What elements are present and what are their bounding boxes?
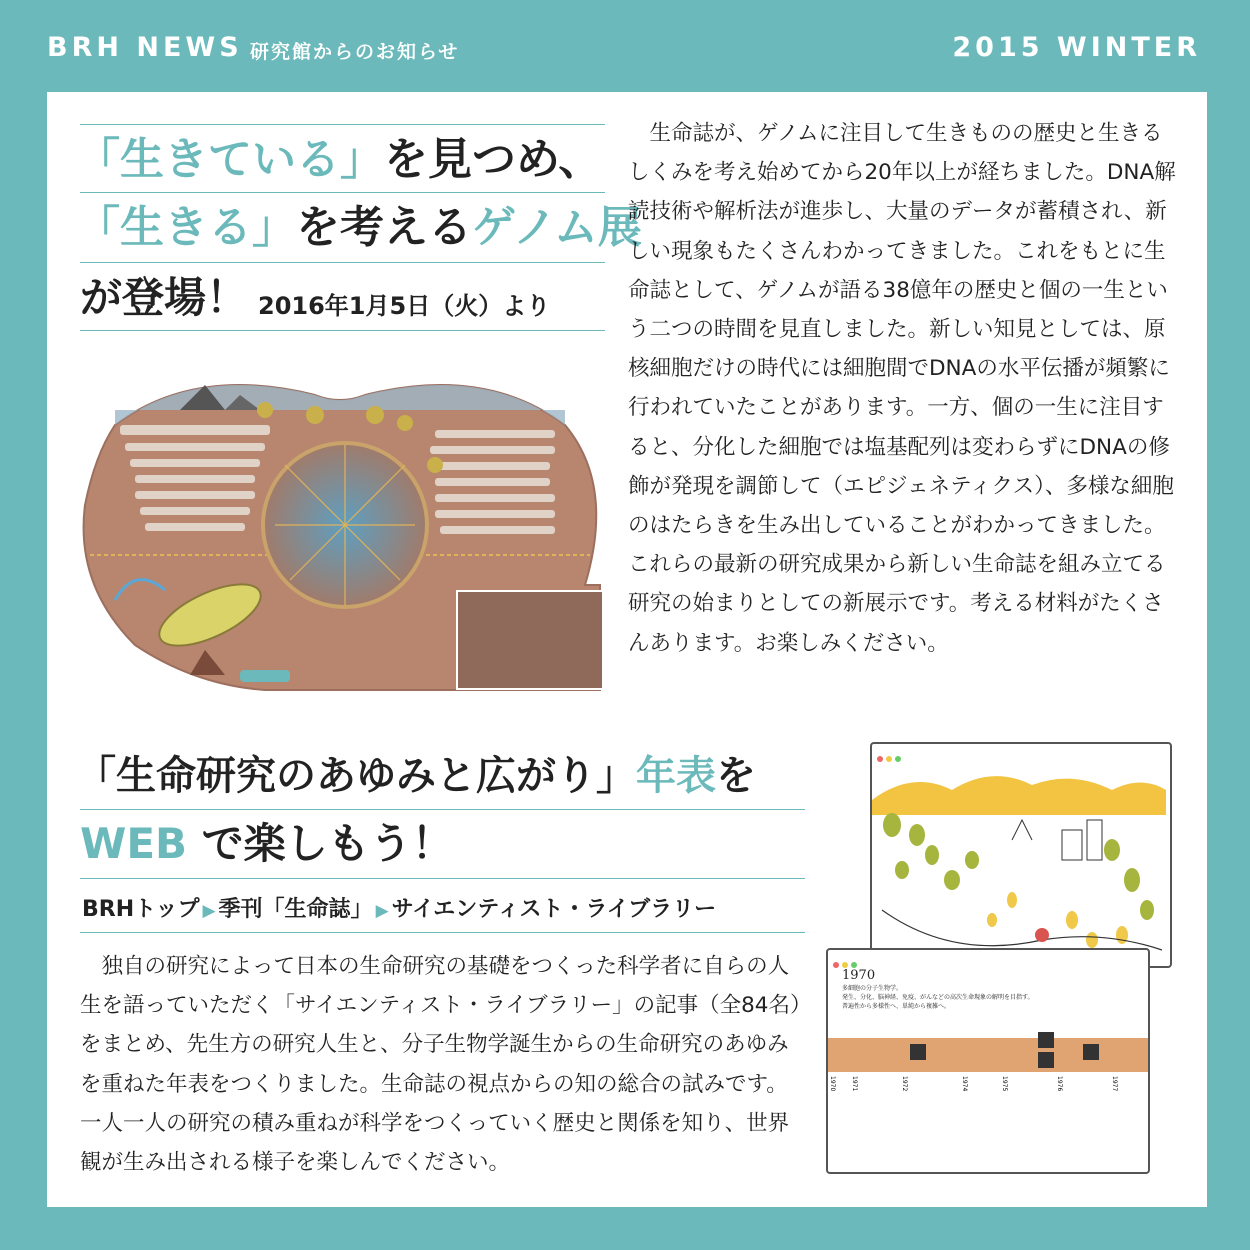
- year-label: 1976: [1056, 1076, 1063, 1092]
- screen-text: 普遍性から多様性へ、単純から複雑へ。: [842, 1003, 951, 1010]
- title-quote-live: 「生きる」: [76, 202, 296, 253]
- rule: [80, 124, 605, 125]
- rule: [80, 932, 805, 933]
- exhibit-body: 生命誌が、ゲノムに注目して生きものの歴史と生きるしくみを考え始めてから20年以上が経ちました。DNA解読技術や解析法が進歩し、大量のデータが蓄積され、新しい現象もたくさんわかってきました。これをもとに生命誌として、ゲノムが語る38億年の歴史と個の一生という二つの時間を見直しました。新しい知見としては、原核細胞だけの時代には細胞間でDNAの水平伝播が頻繁に行われていたことがあります。一方、個の一生に注目すると、分化した細胞では塩基配列は変わらずにDNAの修飾が発現を調節して（エピジェネティクス）、多様な細胞のはたらきを生み出していることがわかってきました。これらの最新の研究成果から新しい生命誌を組み立てる研究の始まりとしての新展示です。考える材料がたくさんあります。お楽しみください。: [628, 121, 1176, 656]
- title-quote-living: 「生きている」: [76, 134, 384, 185]
- scientist-photo: [1083, 1044, 1099, 1060]
- arrow-icon: ▶: [375, 901, 389, 921]
- breadcrumb-scientist-library[interactable]: サイエンティスト・ライブラリー: [391, 897, 717, 922]
- title-text: を: [716, 753, 756, 799]
- title-text: を見つめ、: [384, 134, 603, 185]
- screen-year: 1970: [842, 968, 876, 983]
- title-text: を考える: [296, 202, 472, 253]
- brand-subtitle: 研究館からのお知らせ: [250, 41, 460, 63]
- top-banner: [0, 0, 1250, 92]
- scientist-photo: [910, 1044, 926, 1060]
- exhibit-title-line2: [76, 200, 642, 256]
- close-dot-icon: [833, 962, 839, 968]
- breadcrumb-seimeishi[interactable]: 季刊「生命誌」: [218, 897, 373, 922]
- rule: [80, 330, 605, 331]
- brand-name: BRH NEWS: [47, 32, 243, 63]
- title-web: WEB: [80, 819, 188, 868]
- timeline-title-line2: [80, 816, 454, 872]
- arrow-icon: ▶: [202, 901, 216, 921]
- timeline-title-line1: [76, 748, 756, 804]
- exhibit-title-line3: [80, 270, 248, 326]
- exhibit-title-line1: [76, 132, 602, 188]
- window-controls: [872, 744, 1170, 760]
- scientist-photo: [1038, 1032, 1054, 1048]
- title-genome-exhibit: ゲノム展: [472, 202, 642, 253]
- illustrated-world-map: [872, 760, 1166, 965]
- rule: [80, 809, 805, 810]
- rule: [80, 262, 605, 263]
- breadcrumb: [82, 892, 716, 923]
- title-quote: 「生命研究のあゆみと広がり」: [76, 753, 636, 799]
- title-timeline: 年表: [636, 753, 716, 799]
- title-text: で楽しもう！: [201, 819, 454, 868]
- year-label: 1975: [1001, 1076, 1008, 1092]
- breadcrumb-brh-top[interactable]: BRHトップ: [82, 897, 200, 922]
- web-timeline-screenshot: [826, 948, 1150, 1174]
- issue-label: 2015 WINTER: [952, 32, 1201, 63]
- rule: [80, 192, 605, 193]
- rule: [80, 878, 805, 879]
- year-label: 1977: [1111, 1076, 1118, 1092]
- year-label: 1971: [851, 1076, 858, 1092]
- screen-description: [842, 984, 1102, 1011]
- scientist-photo: [1038, 1052, 1054, 1068]
- year-label: 1972: [901, 1076, 908, 1092]
- exhibit-date: 2016年1月5日（火）より: [258, 292, 551, 320]
- timeline-band: [828, 1038, 1148, 1072]
- timeline-years: [828, 1076, 1148, 1166]
- genome-exhibit-illustration: [75, 365, 605, 695]
- window-controls: [828, 950, 1148, 966]
- title-text: が登場！: [80, 273, 249, 322]
- year-label: 1970: [829, 1076, 836, 1092]
- year-label: 1974: [961, 1076, 968, 1092]
- timeline-body: 独自の研究によって日本の生命研究の基礎をつくった科学者に自らの人生を語っていただく「サイエンティスト・ライブラリー」の記事（全84名）をまとめ、先生方の研究人生と、分子生物学誕生からの生命研究のあゆみを重ねた年表をつくりました。生命誌の視点からの知の総合の試みです。一人一人の研究の積み重ねが科学をつくっていく歴史と関係を知り、世界観が生み出される様子を楽しんでください。: [80, 954, 801, 1176]
- screen-text: 発生、分化、脳神経、免疫、がんなどの高次生命現象の解明を目指す。: [842, 994, 1034, 1001]
- screen-text: 多細胞の分子生物学。: [842, 985, 903, 992]
- web-illustration-screenshot: [870, 742, 1172, 968]
